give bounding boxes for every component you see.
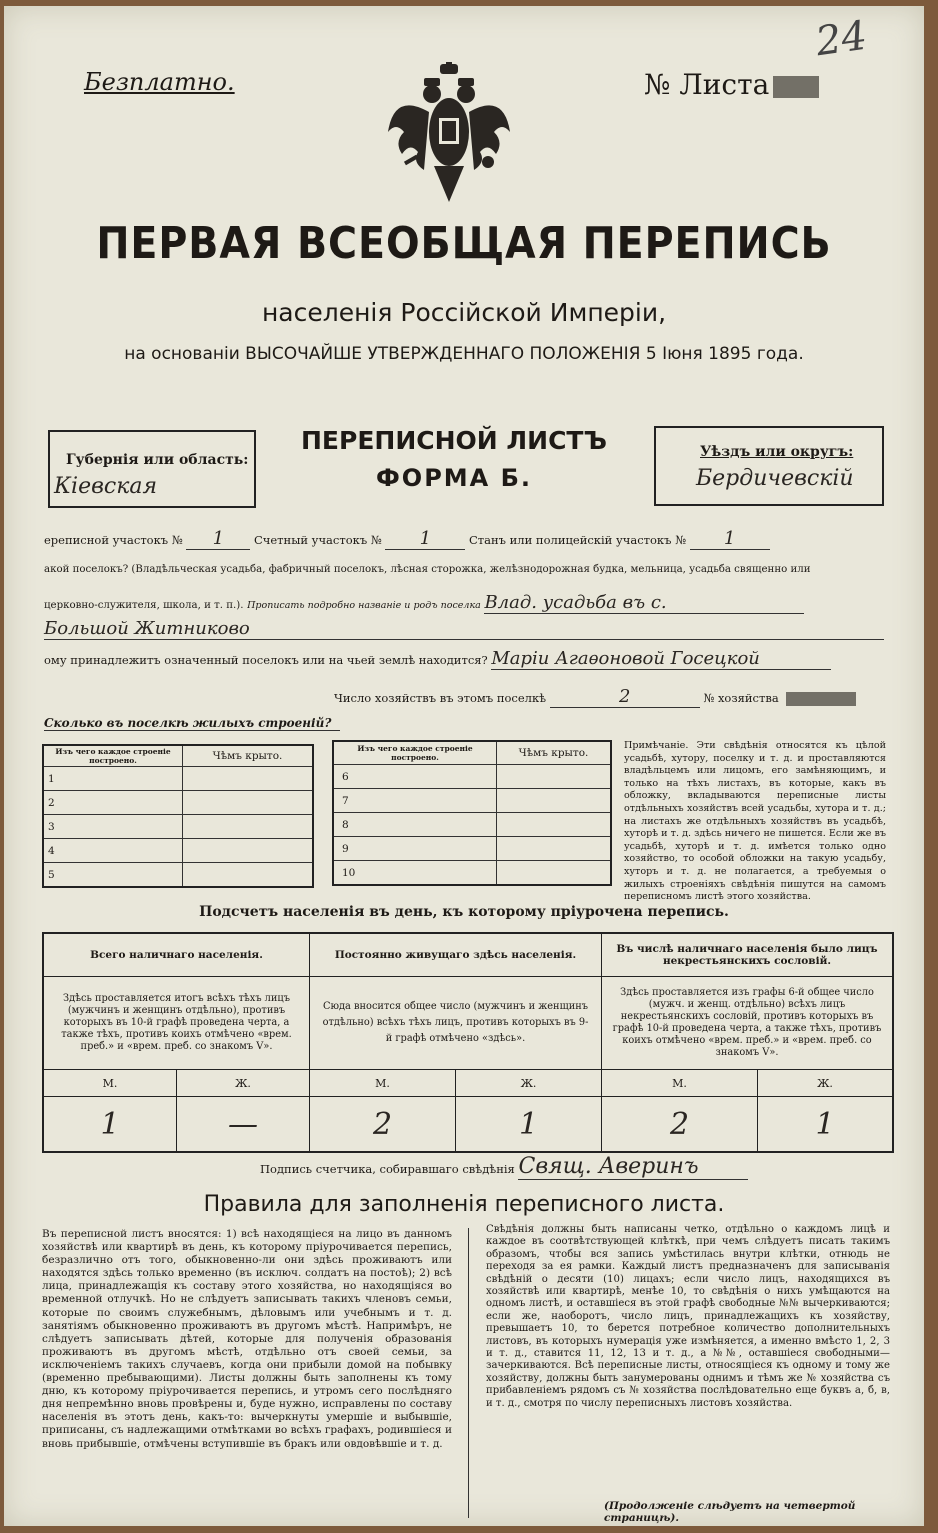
field-line-5: [44, 648, 831, 670]
owner-label: ому принадлежитъ означенный поселокъ или на чьей землѣ находится?: [44, 653, 488, 667]
signature-line: [260, 1154, 748, 1180]
field-line-2: акой поселокъ? (Владѣльческая усадьба, фабричный поселокъ, лѣсная сторожка, желѣзнодорожная будка, мельница, усадьба священно или: [44, 564, 811, 575]
page-number: 24: [813, 12, 870, 66]
building-row-7: 7: [333, 789, 497, 813]
total-men-value: 1: [43, 1097, 177, 1153]
col-zh-2: Ж.: [456, 1070, 602, 1097]
title-main: ПЕРВАЯ ВСЕОБЩАЯ ПЕРЕПИСЬ: [96, 218, 832, 269]
population-desc-resident: Сюда вносится общее число (мужчинъ и женщинъ отдѣльно) всѣхъ тѣхъ лицъ, противъ которыхъ въ 9-й графѣ отмѣчено «здѣсь».: [310, 977, 602, 1070]
building-row-1-roof: [183, 767, 314, 791]
sheet-number: [644, 68, 819, 101]
population-table: [42, 932, 894, 1153]
uezd-value: Бердичевскій: [696, 466, 854, 491]
field-line-1: [44, 528, 770, 550]
field-line-3: [44, 592, 884, 614]
stan-label: Станъ или полицейскій участокъ №: [468, 533, 686, 547]
building-row-10-roof: [497, 861, 612, 886]
stan-value: 1: [690, 528, 770, 550]
buildings-table-right: [332, 740, 612, 886]
building-row-8: 8: [333, 813, 497, 837]
precinct-value: 1: [186, 528, 250, 550]
signature-value: Свящ. Аверинъ: [518, 1154, 748, 1180]
title-decree: на основаніи ВЫСОЧАЙШЕ УТВЕРЖДЕННАГО ПОЛОЖЕНІЯ 5 Іюня 1895 года.: [124, 344, 804, 364]
precinct-label: ереписной участокъ №: [44, 533, 183, 547]
col-m-1: М.: [43, 1070, 177, 1097]
uezd-box: [654, 426, 884, 506]
form-title: ПЕРЕПИСНОЙ ЛИСТЪ: [301, 426, 607, 455]
field-line-6: [334, 686, 856, 708]
rules-divider: [468, 1228, 469, 1518]
gubernia-label: Губернія или область:: [66, 452, 249, 468]
ink-smudge: [773, 76, 819, 98]
building-row-9-roof: [497, 837, 612, 861]
count-precinct-label: Счетный участокъ №: [253, 533, 382, 547]
uezd-label: Уѣздъ или округъ:: [700, 444, 854, 460]
building-row-5-roof: [183, 863, 314, 888]
population-desc-total: Здѣсь проставляется итогъ всѣхъ тѣхъ лицъ (мужчинъ и женщинъ отдѣльно), противъ которыхъ въ 10-й графѣ проведена черта, а также тѣхъ, противъ коихъ отмѣчено «врем. преб.» и «врем. преб. со знакомъ V».: [43, 977, 310, 1070]
population-head-resident: Постоянно живущаго здѣсь населенія.: [310, 933, 602, 977]
census-form-page: [4, 6, 924, 1526]
population-section-title: Подсчетъ населенія въ день, къ которому пріурочена перепись.: [199, 904, 729, 920]
rules-continued: (Продолженіе слѣдуетъ на четвертой страницѣ).: [604, 1500, 856, 1524]
nonpeasant-women-value: 1: [758, 1097, 894, 1153]
field-line-4: [44, 618, 884, 640]
building-row-3-roof: [183, 815, 314, 839]
building-row-2: 2: [43, 791, 183, 815]
building-row-2-roof: [183, 791, 314, 815]
col-m-2: М.: [310, 1070, 456, 1097]
field-line-7: Сколько въ поселкѣ жилыхъ строеній?: [44, 716, 340, 731]
signature-label: Подпись счетчика, собиравшаго свѣдѣнія: [260, 1162, 515, 1176]
rules-left-column: Въ переписной листъ вносятся: 1) всѣ находящіеся на лицо въ данномъ хозяйствѣ или квартирѣ въ день, къ которому пріурочивается перепись, безразлично отъ того, обыкновенно-ли они здѣсь проживаютъ или находятся здѣсь только временно (въ исключ. солдатъ на постоѣ); 2) всѣ лица, принадлежащія къ составу этого хозяйства, но находящіяся во временной отлучкѣ. Но не слѣдуетъ записывать такихъ членовъ семьи, которые по своимъ служебнымъ, дѣловымъ или учебнымъ и т. д. занятіямъ обыкновенно проживаютъ въ другомъ мѣстѣ. Напримѣръ, не слѣдуетъ записывать дѣтей, которые для полученія образованія проживаютъ въ другомъ мѣстѣ, отдѣльно отъ своей семьи, за исключеніемъ такихъ случаевъ, когда они прибыли домой на побывку (временно пребывающими). Листы должны быть заполнены къ тому дню, къ которому пріурочивается перепись, и утромъ сего послѣдняго дня непремѣнно вновь провѣрены и, буде нужно, исправлены по составу населенія въ этотъ день, какъ-то: вычеркнуты умершіе и выбывшіе, приписаны, съ надлежащими отмѣтками во всѣхъ графахъ, родившіеся и вновь прибывшіе, отмѣчены вступившіе въ бракъ или овдовѣвшіе и т. д.: [42, 1228, 452, 1450]
building-row-8-roof: [497, 813, 612, 837]
title-sub: населенія Россійской Имперіи,: [261, 298, 667, 327]
buildings-col-roof-2: Чѣмъ крыто.: [497, 741, 612, 765]
settlement-value-2: Большой Житниково: [44, 618, 884, 640]
buildings-table-left: [42, 744, 314, 888]
nonpeasant-men-value: 2: [602, 1097, 758, 1153]
building-row-10: 10: [333, 861, 497, 886]
population-head-nonpeasant: Въ числѣ наличнаго населенія было лицъ некрестьянскихъ сословій.: [602, 933, 894, 977]
resident-men-value: 2: [310, 1097, 456, 1153]
households-count-label: Число хозяйствъ въ этомъ поселкѣ: [334, 691, 547, 705]
household-no-label: № хозяйства: [703, 691, 779, 705]
settlement-value: Влад. усадьба въ с.: [484, 592, 804, 614]
household-no-smudge: [786, 692, 856, 706]
population-head-total: Всего наличнаго населенія.: [43, 933, 310, 977]
building-row-3: 3: [43, 815, 183, 839]
buildings-note: Примѣчаніе. Эти свѣдѣнія относятся къ цѣлой усадьбѣ, хутору, поселку и т. д. и проставляются владѣльцемъ или лицомъ, его замѣняющимъ, и только на тѣхъ листахъ, въ которые, какъ въ обложку, вкладываются переписные листы отдѣльныхъ хозяйствъ всей усадьбы, хутора и т. д.; на листахъ же отдѣльныхъ хозяйствъ въ усадьбѣ, хуторѣ и т. д. здѣсь ничего не пишется. Если же въ усадьбѣ, хуторѣ и т. д. имѣется только одно хозяйство, то особой обложки на такую усадьбу, хуторъ и т. д. не полагается, а требуемыя о жилыхъ строеніяхъ свѣдѣнія пишутся на самомъ переписномъ листѣ этого хозяйства.: [624, 740, 886, 903]
free-label: Безплатно.: [84, 68, 235, 96]
sheet-number-label: № Листа: [644, 68, 770, 101]
total-women-value: —: [177, 1097, 310, 1153]
building-row-6-roof: [497, 765, 612, 789]
owner-value: Маріи Агаѳоновой Госецкой: [491, 648, 831, 670]
households-count-value: 2: [550, 686, 700, 708]
population-desc-nonpeasant: Здѣсь проставляется изъ графы 6-й общее число (мужч. и женщ. отдѣльно) всѣхъ лицъ некрестьянскихъ сословій, противъ которыхъ въ графѣ 10-й проведена черта, а также тѣхъ, противъ коихъ отмѣчено «врем. преб.» и «врем. преб. со знакомъ V».: [602, 977, 894, 1070]
col-zh-1: Ж.: [177, 1070, 310, 1097]
building-row-9: 9: [333, 837, 497, 861]
building-row-6: 6: [333, 765, 497, 789]
col-m-3: М.: [602, 1070, 758, 1097]
building-row-5: 5: [43, 863, 183, 888]
settlement-type-label: церковно-служителя, школа, и т. п.).: [44, 600, 244, 611]
settlement-instruction: Прописать подробно названіе и родъ поселка: [247, 600, 481, 611]
building-row-1: 1: [43, 767, 183, 791]
gubernia-box: [48, 430, 256, 508]
double-headed-eagle-emblem: [384, 62, 514, 212]
buildings-col-roof: Чѣмъ крыто.: [183, 745, 314, 767]
building-row-4: 4: [43, 839, 183, 863]
building-row-4-roof: [183, 839, 314, 863]
buildings-col-material: Изъ чего каждое строеніе построено.: [43, 745, 183, 767]
rules-title: Правила для заполненія переписного листа.: [203, 1192, 725, 1217]
rules-right-column: Свѣдѣнія должны быть написаны четко, отдѣльно о каждомъ лицѣ и каждое въ соотвѣтствующей клѣткѣ, при чемъ слѣдуетъ писать такимъ образомъ, чтобы вся запись умѣстилась внутри клѣтки, отнюдь не переходя за ея рамки. Каждый листъ предназначенъ для записыванія свѣдѣній о десяти (10) лицахъ; если число лицъ, находящихся въ хозяйствѣ или квартирѣ, менѣе 10, то свѣдѣнія о нихъ умѣщаются на одномъ листѣ, и оставшіеся въ этой графѣ свободные №№ вычеркиваются; если же, наоборотъ, число лицъ, принадлежащихъ къ хозяйству, превышаетъ 10, то берется потребное количество дополнительныхъ листовъ, въ которыхъ нумерація уже измѣняется, а именно вмѣсто 1, 2, 3 и т. д., ставится 11, 12, 13 и т. д., а №№, оставшіеся свободными—зачеркиваются. Всѣ переписные листы, относящіеся къ одному и тому же хозяйству, должны быть занумерованы однимъ и тѣмъ же № хозяйства съ прибавленіемъ рядомъ съ № хозяйства послѣдовательно еще буквъ а, б, в, и т. д., смотря по числу переписныхъ листовъ хозяйства.: [486, 1224, 890, 1409]
form-b: ФОРМА Б.: [375, 464, 532, 492]
count-precinct-value: 1: [385, 528, 465, 550]
col-zh-3: Ж.: [758, 1070, 894, 1097]
resident-women-value: 1: [456, 1097, 602, 1153]
building-row-7-roof: [497, 789, 612, 813]
buildings-col-material-2: Изъ чего каждое строеніе построено.: [333, 741, 497, 765]
gubernia-value: Кіевская: [54, 474, 158, 499]
